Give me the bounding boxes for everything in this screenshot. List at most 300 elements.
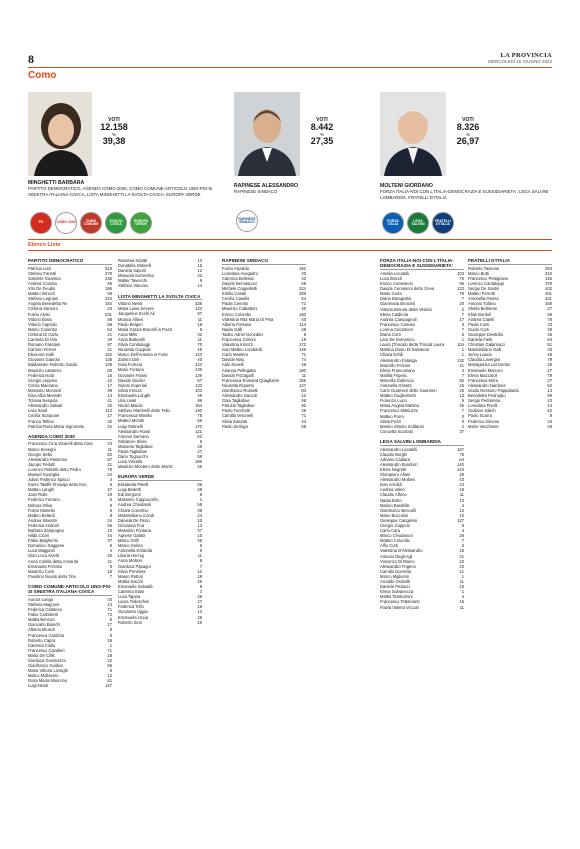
preference-votes: 43 xyxy=(547,398,552,404)
preference-votes: 64 xyxy=(301,296,306,302)
preference-votes: 48 xyxy=(547,352,552,358)
councillor-name: Tiziana Nespola xyxy=(28,398,58,404)
councillor-name: Mattia Sacchi xyxy=(118,578,143,584)
preference-votes: 28 xyxy=(197,594,202,600)
preference-votes: 6 xyxy=(199,543,202,549)
councillor-name: Maria Angela Martino xyxy=(380,403,420,409)
preference-votes: 7 xyxy=(461,296,464,302)
councillor-name: Alessandro Bondurri xyxy=(380,461,418,467)
preference-votes: 17 xyxy=(459,316,464,322)
councillor-name: Davide Nisu xyxy=(222,357,245,363)
councillor-name: Mario Vecchione xyxy=(468,423,499,429)
councillor-name: Alessandro Falanga xyxy=(380,357,417,363)
preference-votes: 139 xyxy=(195,372,202,378)
preference-votes: 140 xyxy=(457,461,464,467)
councillor-name: Carlo Guarnieri detto Guarnieri xyxy=(380,388,437,394)
councillor-name: Emanuela Langhi xyxy=(118,392,151,398)
preference-votes: 76 xyxy=(459,276,464,281)
preference-votes: 49 xyxy=(547,423,552,429)
councillor-name: Maurizio Montero detto Moritz xyxy=(118,464,173,470)
councillor-name: Marco Mollavero xyxy=(28,673,59,679)
list-column-1 xyxy=(28,258,112,694)
preference-votes: 75 xyxy=(459,451,464,457)
party-list-title: FORZA ITALIA-NOI CON L'ITALIA-DEMOCRAZIA E SUSSIDIARIETA' xyxy=(380,258,464,270)
councillor-name: Luca Tajana xyxy=(118,594,141,600)
preference-votes: 156 xyxy=(105,286,112,292)
preference-votes: 63 xyxy=(547,337,552,343)
preference-votes: 27 xyxy=(197,599,202,605)
preference-votes: 12 xyxy=(107,673,112,679)
councillor-name: Gianfranco Guidice xyxy=(28,663,64,669)
preference-votes: 71 xyxy=(107,607,112,613)
preference-votes: 37 xyxy=(197,527,202,533)
list-column-2 xyxy=(118,258,202,630)
councillor-name: Francesca Romana Quagliarini xyxy=(222,377,280,383)
councillor-name: Roberto Zeni xyxy=(118,619,142,625)
preference-votes: 0 xyxy=(199,548,202,554)
councillor-name: Andrea Silvestri xyxy=(28,517,57,523)
votes-value: 8.442 xyxy=(310,122,334,133)
councillor-name: Vito De Feudis xyxy=(28,286,56,292)
party-list-title: LISTA MINGHETTI LA SVOLTA CIVICA xyxy=(118,293,201,299)
councillor-name: Giancarlo Bianchi xyxy=(28,622,61,628)
preference-votes: 103 xyxy=(195,387,202,393)
page-number: 8 xyxy=(28,52,34,66)
councillor-name: Martina Dosio Di Salvatore xyxy=(380,347,430,353)
preference-votes: 51 xyxy=(547,342,552,348)
preference-votes: 11 xyxy=(197,553,202,559)
party-list-title: LEGA SALVINI LOMBARDIA xyxy=(380,439,464,446)
councillor-name: Giorgio Sella xyxy=(28,451,52,457)
councillor-name: Cristina Di Carlo xyxy=(28,331,59,337)
councillor-name: Francesco Cavalleri xyxy=(28,647,65,653)
elenco-liste-heading: Elenco Liste xyxy=(28,242,61,248)
preference-votes: 59 xyxy=(197,418,202,424)
preference-votes: 58 xyxy=(197,502,202,508)
councillor-name: Fabio Calimberti xyxy=(28,612,59,618)
preference-votes: 46 xyxy=(301,362,306,368)
preference-votes: 180 xyxy=(299,367,306,373)
divider xyxy=(28,250,552,251)
preference-votes: 79 xyxy=(107,466,112,472)
pct-label: % xyxy=(465,131,470,137)
como-comune-logo-icon: COMO COMUNE xyxy=(80,212,102,234)
votes-label: VOTI xyxy=(316,117,328,123)
councillor-name: Anna Mills xyxy=(118,331,138,337)
councillor-name: Luca Viscella xyxy=(118,459,143,465)
preference-votes: 13 xyxy=(197,522,202,528)
preference-votes: 224 xyxy=(299,286,306,292)
councillor-name: Matteo Belardi xyxy=(28,512,55,518)
councillor-name: Stefano Legnani xyxy=(28,296,59,302)
preference-votes: 5 xyxy=(109,617,112,623)
votes-value: 12.158 xyxy=(100,122,128,133)
councillor-name: Laura Tedeschini xyxy=(118,599,150,605)
preference-votes: 0 xyxy=(461,321,464,327)
party-list xyxy=(28,584,112,689)
councillor-name: Marco Chiodaroni xyxy=(380,533,413,539)
councillor-name: Emanuele Marconi xyxy=(468,367,503,373)
preference-votes: 143 xyxy=(457,466,464,472)
preference-votes: 23 xyxy=(107,306,112,312)
councillor-name: Stefano Fanetti xyxy=(28,270,57,276)
party-list xyxy=(380,439,464,610)
preference-votes: 10 xyxy=(107,528,112,533)
councillor-name: Andrea Campagnoli xyxy=(380,316,417,322)
preference-votes: 127 xyxy=(299,382,306,388)
party-list xyxy=(28,258,112,429)
councillor-name: Carmen Ferreri xyxy=(28,347,57,353)
party-logos-molteni xyxy=(382,212,454,234)
preference-votes: 147 xyxy=(105,683,112,689)
preference-votes: 0 xyxy=(461,418,464,424)
list-column-4 xyxy=(380,258,464,615)
councillor-name: Francesco Mattiuzzo xyxy=(380,408,419,414)
preference-votes: 21 xyxy=(107,461,112,467)
councillor-name: Marco Sevegni xyxy=(28,446,56,452)
preference-votes: 349 xyxy=(545,301,552,307)
councillor-name: Jacqueline Ecchi Ali xyxy=(118,311,155,317)
preference-votes: 22 xyxy=(107,657,112,663)
preference-votes: 28 xyxy=(197,487,202,493)
councillor-name: Matteo Porro xyxy=(380,413,404,419)
vote-box-rapinese xyxy=(302,118,342,147)
councillor-name: Monica Allievi xyxy=(118,316,144,322)
preference-votes: 42 xyxy=(107,423,112,429)
preference-votes: 69 xyxy=(107,291,112,297)
preference-votes: 5 xyxy=(199,278,202,284)
councillor-name: Julian Federico Spacci xyxy=(28,477,70,483)
pct-value: 39,38 xyxy=(102,136,126,147)
preference-votes: 11 xyxy=(197,336,202,342)
preference-votes: 114 xyxy=(299,321,306,327)
councillor-name: Marco Butti xyxy=(468,270,489,276)
councillor-name: Alessandro Locatelli xyxy=(380,446,418,452)
preference-votes: 6 xyxy=(109,482,112,488)
councillor-name: Liliana Herzog xyxy=(118,553,145,559)
councillor-name: Caterina Ciullo xyxy=(28,642,56,648)
preference-votes: 7 xyxy=(461,326,464,332)
preference-votes: 22 xyxy=(459,558,464,564)
preference-votes: 62 xyxy=(547,382,552,388)
councillor-name: Mattia Tambornini xyxy=(380,594,413,600)
councillor-name: Fulvio Martello xyxy=(28,507,55,513)
councillor-name: Camilla Gueretta xyxy=(380,568,412,574)
preference-votes: 101 xyxy=(545,296,552,302)
preference-votes: 154 xyxy=(195,403,202,409)
preference-votes: 10 xyxy=(197,533,202,538)
preference-votes: 15 xyxy=(459,548,464,554)
councillor-name: Lara De Domenico xyxy=(380,337,415,343)
councillor-name: Joan Rolle xyxy=(28,492,48,498)
councillor-name: Manuel Guariglia xyxy=(28,471,60,477)
preference-votes: 25 xyxy=(197,614,202,620)
preference-votes: 18 xyxy=(197,321,202,327)
preference-votes: 5 xyxy=(109,497,112,503)
preference-votes: 74 xyxy=(301,357,306,363)
councillor-name: Luca Biondi xyxy=(380,276,402,281)
party-list-title: FRATELLI D'ITALIA xyxy=(468,258,552,265)
councillor-name: Alessandro Rossi xyxy=(118,428,151,434)
preference-votes: 145 xyxy=(545,275,552,281)
preference-votes: 14 xyxy=(547,403,552,409)
preference-votes: 49 xyxy=(197,392,202,398)
councillor-name: Giampiero Aliani xyxy=(380,472,411,478)
preference-votes: 278 xyxy=(105,270,112,276)
preference-votes: 2 xyxy=(461,306,464,312)
councillor-name: Debora Oliva xyxy=(28,502,53,508)
pct-label: % xyxy=(111,131,116,137)
preference-votes: 44 xyxy=(107,533,112,539)
councillor-name: Anna Butturelli xyxy=(118,336,145,342)
preference-votes: 39 xyxy=(107,387,112,393)
preference-votes: 21 xyxy=(459,362,464,368)
councillor-name: Jacopo Pedotti xyxy=(28,461,56,467)
councillor-name: Paola Conti xyxy=(468,321,490,327)
councillor-name: Matteo Colombo xyxy=(380,538,411,544)
candidate-row xyxy=(118,283,202,288)
preference-votes: 14 xyxy=(107,601,112,607)
masthead xyxy=(488,52,552,64)
party-list-title: AGENDA COMO 2030 xyxy=(28,434,112,441)
candidate-row xyxy=(28,683,112,688)
councillor-name: Alberto Fontana xyxy=(222,321,252,327)
preference-votes: 32 xyxy=(107,403,112,409)
preference-votes: 46 xyxy=(197,464,202,470)
preference-votes: 1 xyxy=(461,337,464,343)
councillor-name: Gaia Tagliabue xyxy=(222,398,250,404)
preference-votes: 43 xyxy=(459,477,464,483)
preference-votes: 224 xyxy=(105,296,112,302)
councillor-name: Zamiro Dini xyxy=(118,357,140,363)
preference-votes: 26 xyxy=(197,578,202,584)
fratelli-italia-logo-icon: FRATELLI D'ITALIA xyxy=(432,212,454,234)
preference-votes: 92 xyxy=(301,403,306,409)
councillor-name: Nadia Boho xyxy=(380,497,402,503)
preference-votes: 62 xyxy=(197,433,202,439)
councillor-name: Antonio Tufano xyxy=(468,301,496,307)
preference-votes: 41 xyxy=(107,398,112,404)
councillor-name: Claudia Lavergna xyxy=(468,357,501,363)
preference-votes: 1 xyxy=(461,352,464,358)
preference-votes: 27 xyxy=(547,367,552,373)
councillor-name: Guido Corti xyxy=(468,326,489,332)
councillor-name: Rossana Novati xyxy=(118,258,148,263)
councillor-name: Carmela Di Vita xyxy=(28,337,57,343)
councillor-name: Emanuela Ferrario xyxy=(28,563,63,569)
councillor-name: Alfio Corti xyxy=(380,543,398,549)
preference-votes: 378 xyxy=(545,280,552,286)
preference-votes: 95 xyxy=(459,281,464,287)
preference-votes: 19 xyxy=(107,492,112,498)
councillor-name: Marcello Ferrara xyxy=(380,362,411,368)
preference-votes: 201 xyxy=(545,291,552,297)
preference-votes: 71 xyxy=(107,647,112,653)
councillor-name: Francesco Caresia xyxy=(380,321,415,327)
preference-votes: 37 xyxy=(107,538,112,544)
councillor-name: Domenico Saggese xyxy=(28,543,65,549)
councillor-name: Nadia Galli xyxy=(222,326,243,332)
preference-votes: 23 xyxy=(107,441,112,447)
councillor-name: Elena Mazzaroli xyxy=(468,372,498,378)
candidate-photo-minghetti xyxy=(28,92,92,176)
councillor-name: Emanuele Salvadè xyxy=(118,583,153,589)
preference-votes: 32 xyxy=(197,331,202,337)
preference-votes: 75 xyxy=(197,413,202,419)
councillor-name: Rosa Maria Moscrino xyxy=(28,678,68,684)
councillor-name: Claudio Borghi xyxy=(380,451,408,457)
preference-votes: 8 xyxy=(109,512,112,518)
preference-votes: 24 xyxy=(459,482,464,488)
councillor-name: Cinzia Maiorano xyxy=(28,382,58,388)
preference-votes: 16 xyxy=(197,263,202,269)
councillor-name: Luigi Nessi xyxy=(28,683,49,689)
preference-votes: 33 xyxy=(547,347,552,353)
councillor-name: Michele Cappelletti xyxy=(222,286,257,292)
preference-votes: 186 xyxy=(195,459,202,465)
councillor-name: Ivan Matteo Lombardi xyxy=(222,347,263,353)
preference-votes: 27 xyxy=(197,448,202,454)
candidate-row xyxy=(222,424,306,429)
councillor-name: Alessandro Molteni xyxy=(380,477,416,483)
preference-votes: 3 xyxy=(461,543,464,549)
preference-votes: 25 xyxy=(459,472,464,478)
preference-votes: 88 xyxy=(107,316,112,322)
councillor-name: Daniela Fasti xyxy=(468,337,493,343)
preference-votes: 27 xyxy=(547,377,552,383)
preference-votes: 40 xyxy=(301,306,306,312)
preference-votes: 79 xyxy=(459,291,464,297)
councillor-name: Flavia Valeria Vicconi xyxy=(380,604,420,610)
preference-votes: 231 xyxy=(105,311,112,317)
preference-votes: 6 xyxy=(461,398,464,404)
preference-votes: 17 xyxy=(107,622,112,628)
councillor-name: Loredana Avogadro xyxy=(222,270,259,276)
preference-votes: 12 xyxy=(459,507,464,513)
preference-votes: 71 xyxy=(301,301,306,307)
party-list xyxy=(468,258,552,429)
preference-votes: 6 xyxy=(109,543,112,549)
section-title: Como xyxy=(28,70,57,81)
councillor-name: Paola Cenetto xyxy=(222,301,249,307)
councillor-name: Silvia Pozzi xyxy=(380,418,402,424)
rapinese-sindaco-logo-icon: RAPINESE SINDACO xyxy=(236,210,258,232)
preference-votes: 123 xyxy=(195,306,202,312)
councillor-name: Alessandro Nardone xyxy=(468,382,506,388)
section-bar xyxy=(28,67,552,81)
pct-label: % xyxy=(319,131,324,137)
preference-votes: 34 xyxy=(547,418,552,424)
preference-votes: 40 xyxy=(107,553,112,559)
councillor-name: Elena Francomano xyxy=(380,367,415,373)
councillor-name: Stefano Vaccaro xyxy=(118,283,149,289)
preference-votes: 112 xyxy=(105,408,112,414)
councillor-name: Massimo Cappuccello xyxy=(118,497,159,503)
preference-votes: 155 xyxy=(299,377,306,383)
councillor-name: Davide Giudici xyxy=(118,377,145,383)
preference-votes: 78 xyxy=(547,316,552,322)
councillor-name: Sergio Pedreteria xyxy=(468,398,501,404)
councillor-name: Patrizia Lissi xyxy=(28,265,52,271)
councillor-name: Gianluca Papagni xyxy=(118,563,151,569)
councillor-name: Valentina D'Alessandro xyxy=(380,548,423,554)
preference-votes: 69 xyxy=(301,280,306,286)
councillor-name: Arianna Pellegatta xyxy=(222,367,256,373)
candidate-lists: PARTITO DEMOCRATICO, AGENDA COMO 2030, COMO COMUNE-ARTICOLO UNO-PSI-SI SINISTRA ITALIANA-CIVICA, LISTA MINGHETTI LA SVOLTA CIVICA, EUROPA VERDE xyxy=(28,186,213,197)
councillor-name: Luca Maggioni xyxy=(28,548,55,554)
preference-votes: 41 xyxy=(107,331,112,337)
preference-votes: 9 xyxy=(199,583,202,589)
councillor-name: Elisabetta Pelelli xyxy=(118,482,149,488)
councillor-name: Lorena Cecamore xyxy=(380,326,414,332)
agenda-como-logo-icon: COMO 2030 xyxy=(55,212,77,234)
preference-votes: 172 xyxy=(299,342,306,348)
preference-votes: 208 xyxy=(299,291,306,297)
preference-votes: 0 xyxy=(461,413,464,419)
councillor-name: Lilia Livati xyxy=(118,398,137,404)
preference-votes: 45 xyxy=(197,347,202,353)
preference-votes: 26 xyxy=(459,533,464,539)
councillor-name: Ivan Arnoldi xyxy=(380,482,402,488)
preference-votes: 56 xyxy=(107,522,112,528)
preference-votes: 86 xyxy=(107,280,112,286)
preference-votes: 13 xyxy=(459,497,464,503)
preference-votes: 21 xyxy=(459,553,464,559)
councillor-name: Nicoletta Roperto xyxy=(222,382,254,388)
preference-votes: 72 xyxy=(107,612,112,618)
councillor-name: Dario Tognocchi xyxy=(118,454,148,460)
councillor-name: Davide Bernasconi xyxy=(222,280,257,286)
preference-votes: 42 xyxy=(107,377,112,383)
preference-votes: 14 xyxy=(197,283,202,289)
candidate-photo-molteni xyxy=(380,92,446,176)
vote-box-minghetti xyxy=(94,118,134,147)
councillor-name: Elena Negretti xyxy=(380,466,407,472)
preference-votes: 7 xyxy=(109,573,112,579)
candidate-row xyxy=(28,574,112,579)
councillor-name: Mario Buccolini xyxy=(380,512,409,518)
councillor-name: Antonio Degli Agli xyxy=(380,553,413,559)
publication-date: MERCOLEDÌ 15 GIUGNO 2022 xyxy=(488,59,552,64)
preference-votes: 4 xyxy=(109,548,112,554)
preference-votes: 10 xyxy=(459,563,464,569)
councillor-name: Gianni Imperiali xyxy=(118,382,147,388)
councillor-name: Gian Luca Alverti xyxy=(28,553,60,559)
councillor-name: Roberto Tassone xyxy=(468,265,500,271)
councillor-name: Francesco Cina Vivarelli detto Cina xyxy=(28,441,93,447)
preference-votes: 79 xyxy=(547,357,552,363)
councillor-name: Carlo Cara xyxy=(380,528,401,534)
councillor-name: Mariagrazia Lazzarotto xyxy=(468,362,511,368)
preference-votes: 12 xyxy=(197,268,202,274)
preference-votes: 44 xyxy=(301,418,306,424)
councillor-name: Marco Dell'Antonia in Forte xyxy=(118,352,168,358)
councillor-name: Vittorio Nessi xyxy=(118,301,143,307)
preference-votes: 71 xyxy=(301,413,306,419)
councillor-name: Manuela Sorrentino xyxy=(118,273,155,279)
preference-votes: 40 xyxy=(301,316,306,322)
councillor-name: Daniela De Fazio xyxy=(118,517,150,523)
councillor-name: Carlo Mantero xyxy=(222,352,249,358)
preference-votes: 5 xyxy=(461,332,464,338)
preference-votes: 11 xyxy=(459,579,464,585)
preference-votes: 24 xyxy=(197,512,202,518)
party-list-title: EUROPA VERDE xyxy=(118,474,202,481)
preference-votes: 96 xyxy=(197,398,202,404)
preference-votes: 6 xyxy=(461,523,464,529)
preference-votes: 37 xyxy=(459,428,464,434)
councillor-name: Adriano Caldara xyxy=(380,456,410,462)
